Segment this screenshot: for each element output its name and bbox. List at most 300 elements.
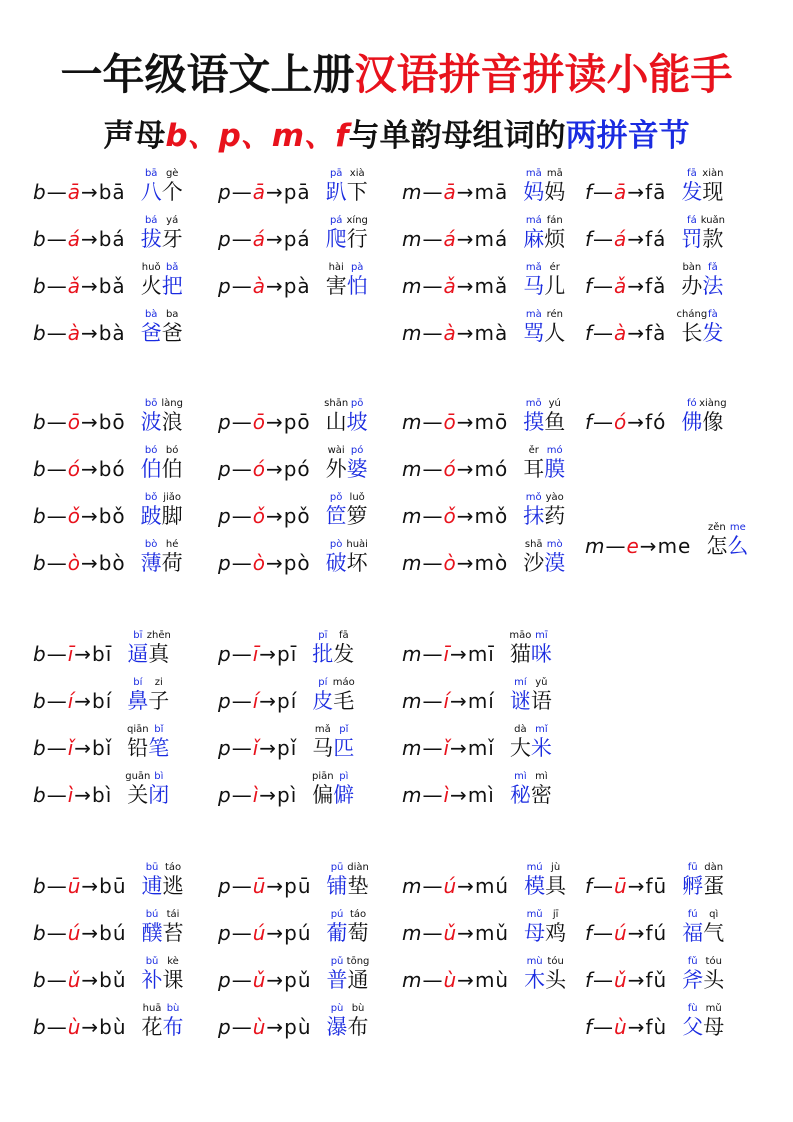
character-pinyin: mì bbox=[535, 771, 548, 782]
single-final-vowel: ò bbox=[67, 551, 81, 575]
combined-syllable: bā bbox=[98, 180, 126, 204]
initial-column-2 bbox=[218, 862, 402, 1050]
character-hanzi: 具 bbox=[545, 874, 567, 898]
spelling-formula bbox=[402, 642, 495, 666]
word-character bbox=[162, 398, 183, 434]
dash-symbol: — bbox=[231, 689, 253, 713]
syllable-entry bbox=[218, 956, 402, 992]
initial-column-1 bbox=[33, 398, 217, 586]
character-pinyin: pǒ bbox=[329, 492, 343, 503]
character-pinyin: pú bbox=[330, 909, 344, 920]
character-hanzi: 把 bbox=[161, 274, 183, 298]
example-word bbox=[682, 909, 724, 945]
character-hanzi: 人 bbox=[544, 321, 566, 345]
initial-consonant: p bbox=[218, 642, 232, 666]
character-hanzi: 办 bbox=[681, 274, 703, 298]
spelling-formula bbox=[33, 180, 126, 204]
single-final-vowel: ì bbox=[252, 783, 260, 807]
character-pinyin: fǎ bbox=[708, 262, 718, 273]
dash-symbol: — bbox=[46, 180, 68, 204]
word-character bbox=[544, 168, 565, 204]
syllable-entry bbox=[218, 630, 402, 666]
character-hanzi: 害 bbox=[325, 274, 347, 298]
highlighted-character bbox=[142, 956, 163, 992]
initial-consonant: m bbox=[402, 504, 423, 528]
character-hanzi: 密 bbox=[530, 783, 552, 807]
example-word bbox=[524, 909, 566, 945]
character-pinyin: qiān bbox=[127, 724, 149, 735]
arrow-symbol: → bbox=[259, 736, 278, 760]
single-final-vowel: í bbox=[252, 689, 260, 713]
character-pinyin: bǎ bbox=[165, 262, 179, 273]
word-character bbox=[326, 398, 347, 434]
word-character bbox=[163, 909, 184, 945]
character-hanzi: 气 bbox=[703, 921, 725, 945]
single-final-vowel: ù bbox=[252, 1015, 267, 1039]
highlighted-character bbox=[141, 215, 162, 251]
initial-consonant: m bbox=[402, 410, 423, 434]
combined-syllable: bō bbox=[98, 410, 126, 434]
single-final-vowel: á bbox=[443, 227, 457, 251]
example-word bbox=[312, 724, 354, 760]
syllable-entry bbox=[585, 309, 769, 345]
character-pinyin: táo bbox=[164, 862, 182, 873]
initial-consonant: f bbox=[585, 1015, 594, 1039]
character-hanzi: 批 bbox=[312, 642, 334, 666]
example-word bbox=[312, 677, 354, 713]
arrow-symbol: → bbox=[457, 874, 475, 898]
character-hanzi: 山 bbox=[325, 410, 347, 434]
highlighted-character bbox=[702, 262, 723, 298]
highlighted-character bbox=[702, 309, 723, 345]
combined-syllable: fǎ bbox=[645, 274, 667, 298]
combined-syllable: mō bbox=[474, 410, 509, 434]
arrow-symbol: → bbox=[80, 410, 99, 434]
spelling-formula bbox=[218, 689, 297, 713]
arrow-symbol: → bbox=[456, 410, 475, 434]
single-final-vowel: ú bbox=[443, 874, 458, 898]
character-hanzi: 布 bbox=[347, 1015, 369, 1039]
syllable-entry bbox=[585, 262, 769, 298]
combined-syllable: pǐ bbox=[277, 736, 298, 760]
word-character bbox=[544, 398, 565, 434]
combined-syllable: bǔ bbox=[99, 968, 127, 992]
syllable-entry bbox=[218, 262, 402, 298]
highlighted-character bbox=[544, 445, 565, 481]
dash-symbol: — bbox=[422, 642, 444, 666]
syllable-entry bbox=[33, 398, 217, 434]
character-hanzi: 长 bbox=[681, 321, 703, 345]
arrow-symbol: → bbox=[627, 321, 646, 345]
initial-consonant: p bbox=[218, 274, 232, 298]
example-word bbox=[142, 956, 184, 992]
single-final-vowel: ǎ bbox=[67, 274, 81, 298]
character-pinyin: gè bbox=[165, 168, 179, 179]
character-pinyin: pī bbox=[318, 630, 328, 641]
initial-consonant: p bbox=[218, 783, 232, 807]
character-pinyin: xíng bbox=[346, 215, 368, 226]
dash-symbol: — bbox=[422, 689, 444, 713]
syllable-entry bbox=[33, 862, 217, 898]
arrow-symbol: → bbox=[456, 551, 475, 575]
single-final-vowel: ǎ bbox=[443, 274, 457, 298]
spelling-formula bbox=[33, 874, 127, 898]
highlighted-character bbox=[142, 909, 163, 945]
combined-syllable: fà bbox=[645, 321, 667, 345]
character-hanzi: 母 bbox=[703, 1015, 725, 1039]
initial-consonant: p bbox=[218, 689, 232, 713]
syllable-entry bbox=[33, 677, 217, 713]
combined-syllable: bǒ bbox=[98, 504, 126, 528]
single-final-vowel: ú bbox=[252, 921, 267, 945]
example-word bbox=[142, 1003, 184, 1039]
character-hanzi: 破 bbox=[325, 551, 347, 575]
dash-symbol: — bbox=[422, 736, 444, 760]
word-character bbox=[544, 262, 565, 298]
example-word bbox=[127, 771, 169, 807]
combined-syllable: mǎ bbox=[474, 274, 509, 298]
single-final-vowel: ó bbox=[252, 457, 266, 481]
character-pinyin: bà bbox=[144, 309, 158, 320]
spelling-formula bbox=[585, 321, 666, 345]
character-hanzi: 闭 bbox=[148, 783, 170, 807]
single-final-vowel: á bbox=[252, 227, 266, 251]
dash-symbol: — bbox=[593, 274, 615, 298]
syllable-entry bbox=[33, 539, 217, 575]
dash-symbol: — bbox=[422, 227, 444, 251]
character-pinyin: pō bbox=[350, 398, 364, 409]
example-word bbox=[523, 168, 565, 204]
single-final-vowel: ǒ bbox=[443, 504, 457, 528]
arrow-symbol: → bbox=[627, 180, 646, 204]
word-character bbox=[523, 445, 544, 481]
highlighted-character bbox=[347, 445, 368, 481]
syllable-entry bbox=[585, 956, 769, 992]
spelling-formula bbox=[402, 874, 509, 898]
character-hanzi: 膜 bbox=[544, 457, 566, 481]
subtitle-part-middle: 与单韵母组词的 bbox=[348, 118, 566, 154]
character-hanzi: 逼 bbox=[127, 642, 149, 666]
character-hanzi: 逃 bbox=[162, 874, 184, 898]
example-word bbox=[681, 262, 723, 298]
combined-syllable: pà bbox=[283, 274, 311, 298]
arrow-symbol: → bbox=[266, 921, 285, 945]
dash-symbol: — bbox=[231, 874, 253, 898]
character-hanzi: 皮 bbox=[312, 689, 334, 713]
character-pinyin: tōng bbox=[346, 956, 370, 967]
character-hanzi: 谜 bbox=[509, 689, 531, 713]
initial-consonant: m bbox=[402, 736, 423, 760]
character-hanzi: 妈 bbox=[523, 180, 545, 204]
word-character bbox=[703, 956, 724, 992]
word-character bbox=[312, 771, 333, 807]
combined-syllable: mí bbox=[467, 689, 495, 713]
initial-consonant: m bbox=[402, 874, 423, 898]
word-character bbox=[510, 724, 531, 760]
example-word bbox=[141, 168, 183, 204]
single-final-vowel: ū bbox=[614, 874, 628, 898]
syllable-entry bbox=[33, 909, 217, 945]
character-pinyin: bàn bbox=[682, 262, 702, 273]
character-hanzi: 波 bbox=[140, 410, 162, 434]
combined-syllable: pú bbox=[284, 921, 312, 945]
character-pinyin: jiǎo bbox=[163, 492, 182, 503]
character-hanzi: 偏 bbox=[312, 783, 334, 807]
word-character bbox=[347, 168, 368, 204]
example-word bbox=[676, 309, 724, 345]
word-character bbox=[148, 677, 169, 713]
word-character bbox=[544, 215, 565, 251]
combined-syllable: pū bbox=[284, 874, 312, 898]
highlighted-character bbox=[141, 539, 162, 575]
dash-symbol: — bbox=[422, 921, 444, 945]
character-pinyin: mǎ bbox=[525, 262, 542, 273]
title-red-part: 汉语拼音拼读小能手 bbox=[354, 50, 733, 99]
character-pinyin: luǒ bbox=[349, 492, 365, 503]
character-hanzi: 牙 bbox=[161, 227, 183, 251]
character-pinyin: mì bbox=[514, 771, 527, 782]
example-word bbox=[127, 724, 169, 760]
character-pinyin: mō bbox=[525, 398, 542, 409]
example-word bbox=[141, 309, 183, 345]
single-final-vowel: ū bbox=[252, 874, 267, 898]
spelling-formula bbox=[33, 274, 126, 298]
combined-syllable: mā bbox=[474, 180, 509, 204]
combined-syllable: bì bbox=[92, 783, 113, 807]
character-hanzi: 头 bbox=[703, 968, 725, 992]
character-hanzi: 木 bbox=[524, 968, 546, 992]
spelling-formula bbox=[402, 783, 495, 807]
arrow-symbol: → bbox=[456, 274, 475, 298]
spelling-formula bbox=[402, 736, 495, 760]
character-pinyin: mò bbox=[546, 539, 563, 550]
word-character bbox=[142, 1003, 163, 1039]
page-title bbox=[0, 50, 793, 100]
arrow-symbol: → bbox=[259, 783, 278, 807]
highlighted-character bbox=[333, 724, 354, 760]
single-final-vowel: ǎ bbox=[614, 274, 628, 298]
word-character bbox=[125, 771, 151, 807]
arrow-symbol: → bbox=[80, 457, 99, 481]
combined-syllable: bù bbox=[99, 1015, 127, 1039]
character-hanzi: 铅 bbox=[127, 736, 149, 760]
dash-symbol: — bbox=[593, 321, 615, 345]
single-final-vowel: ǒ bbox=[252, 504, 266, 528]
word-character bbox=[510, 630, 531, 666]
arrow-symbol: → bbox=[259, 689, 278, 713]
initial-consonant: b bbox=[33, 321, 47, 345]
combined-syllable: bà bbox=[98, 321, 126, 345]
character-hanzi: 耳 bbox=[523, 457, 545, 481]
highlighted-character bbox=[148, 771, 169, 807]
character-hanzi: 蛋 bbox=[703, 874, 725, 898]
single-final-vowel: ó bbox=[614, 410, 628, 434]
combined-syllable: bú bbox=[99, 921, 127, 945]
highlighted-character bbox=[141, 492, 162, 528]
single-final-vowel: ǐ bbox=[252, 736, 260, 760]
combined-syllable: pì bbox=[277, 783, 298, 807]
word-character bbox=[333, 677, 354, 713]
character-hanzi: 花 bbox=[141, 1015, 163, 1039]
word-character bbox=[531, 771, 552, 807]
character-hanzi: 猫 bbox=[509, 642, 531, 666]
initial-consonant: f bbox=[585, 921, 594, 945]
dash-symbol: — bbox=[231, 736, 253, 760]
word-character bbox=[544, 309, 565, 345]
character-hanzi: 荷 bbox=[161, 551, 183, 575]
spelling-formula bbox=[585, 534, 691, 558]
initial-column-4 bbox=[585, 168, 769, 356]
character-hanzi: 咪 bbox=[530, 642, 552, 666]
syllable-entry bbox=[218, 398, 402, 434]
highlighted-character bbox=[544, 539, 565, 575]
character-pinyin: bǔ bbox=[145, 956, 159, 967]
combined-syllable: bó bbox=[98, 457, 126, 481]
character-hanzi: 脚 bbox=[161, 504, 183, 528]
character-hanzi: 儿 bbox=[544, 274, 566, 298]
character-pinyin: fā bbox=[338, 630, 349, 641]
character-pinyin: bī bbox=[133, 630, 143, 641]
dash-symbol: — bbox=[422, 874, 444, 898]
single-final-vowel: ù bbox=[67, 1015, 82, 1039]
dash-symbol: — bbox=[422, 551, 444, 575]
dash-symbol: — bbox=[46, 274, 68, 298]
highlighted-character bbox=[163, 1003, 184, 1039]
word-character bbox=[523, 539, 544, 575]
arrow-symbol: → bbox=[627, 274, 646, 298]
syllable-entry bbox=[585, 398, 769, 434]
example-word bbox=[141, 539, 183, 575]
single-final-vowel: á bbox=[614, 227, 628, 251]
character-hanzi: 拔 bbox=[140, 227, 162, 251]
example-word bbox=[682, 956, 724, 992]
initial-column-3 bbox=[402, 862, 586, 1003]
dash-symbol: — bbox=[593, 410, 615, 434]
arrow-symbol: → bbox=[266, 1015, 285, 1039]
character-hanzi: 苔 bbox=[162, 921, 184, 945]
combined-syllable: fū bbox=[645, 874, 668, 898]
spelling-formula bbox=[218, 783, 297, 807]
syllable-entry bbox=[33, 630, 217, 666]
character-pinyin: ér bbox=[549, 262, 560, 273]
character-pinyin: pà bbox=[350, 262, 364, 273]
combined-syllable: pǒ bbox=[283, 504, 311, 528]
character-hanzi: 鸡 bbox=[545, 921, 567, 945]
character-hanzi: 爬 bbox=[325, 227, 347, 251]
example-word bbox=[510, 630, 552, 666]
word-character bbox=[347, 539, 368, 575]
character-hanzi: 僻 bbox=[333, 783, 355, 807]
syllable-entry bbox=[218, 215, 402, 251]
word-character bbox=[312, 724, 333, 760]
character-pinyin: bò bbox=[144, 539, 158, 550]
spelling-formula bbox=[218, 921, 312, 945]
arrow-symbol: → bbox=[457, 921, 475, 945]
character-hanzi: 鼻 bbox=[127, 689, 149, 713]
highlighted-character bbox=[682, 956, 703, 992]
highlighted-character bbox=[312, 630, 333, 666]
highlighted-character bbox=[326, 492, 347, 528]
dash-symbol: — bbox=[231, 180, 253, 204]
initial-column-2 bbox=[218, 630, 402, 818]
character-pinyin: māo bbox=[509, 630, 532, 641]
character-pinyin: guān bbox=[125, 771, 151, 782]
spelling-formula bbox=[218, 504, 311, 528]
arrow-symbol: → bbox=[81, 1015, 100, 1039]
highlighted-character bbox=[682, 862, 703, 898]
character-pinyin: pá bbox=[329, 215, 343, 226]
highlighted-character bbox=[327, 909, 348, 945]
combined-syllable: pù bbox=[284, 1015, 312, 1039]
example-word bbox=[681, 215, 726, 251]
character-hanzi: 发 bbox=[681, 180, 703, 204]
syllable-entry bbox=[33, 168, 217, 204]
character-hanzi: 母 bbox=[524, 921, 546, 945]
highlighted-character bbox=[524, 862, 545, 898]
single-final-vowel: ǐ bbox=[67, 736, 75, 760]
spelling-formula bbox=[33, 410, 126, 434]
highlighted-character bbox=[141, 168, 162, 204]
word-character bbox=[141, 262, 162, 298]
character-hanzi: 坡 bbox=[346, 410, 368, 434]
highlighted-character bbox=[333, 771, 354, 807]
syllable-entry bbox=[33, 492, 217, 528]
word-character bbox=[703, 1003, 724, 1039]
highlighted-character bbox=[682, 909, 703, 945]
arrow-symbol: → bbox=[627, 874, 646, 898]
dash-symbol: — bbox=[46, 874, 68, 898]
character-pinyin: fó bbox=[687, 398, 697, 409]
combined-syllable: mī bbox=[467, 642, 495, 666]
character-hanzi: 笔 bbox=[148, 736, 170, 760]
character-hanzi: 福 bbox=[682, 921, 704, 945]
initial-consonant: p bbox=[218, 551, 232, 575]
character-pinyin: xià bbox=[349, 168, 365, 179]
highlighted-character bbox=[531, 630, 552, 666]
dash-symbol: — bbox=[46, 968, 68, 992]
spelling-formula bbox=[585, 410, 666, 434]
example-word bbox=[327, 1003, 369, 1039]
initial-consonant: m bbox=[402, 457, 423, 481]
character-hanzi: 逋 bbox=[141, 874, 163, 898]
initial-consonant: b bbox=[33, 874, 47, 898]
spelling-formula bbox=[218, 736, 297, 760]
single-final-vowel: ā bbox=[443, 180, 457, 204]
dash-symbol: — bbox=[422, 274, 444, 298]
initial-consonant: p bbox=[218, 227, 232, 251]
character-hanzi: 行 bbox=[346, 227, 368, 251]
combined-syllable: bò bbox=[98, 551, 126, 575]
word-character bbox=[531, 677, 552, 713]
example-word bbox=[326, 168, 368, 204]
combined-syllable: mǐ bbox=[467, 736, 495, 760]
character-hanzi: 通 bbox=[347, 968, 369, 992]
syllable-entry bbox=[402, 262, 586, 298]
initial-consonant: b bbox=[33, 180, 47, 204]
dash-symbol: — bbox=[593, 874, 615, 898]
character-hanzi: 笸 bbox=[325, 504, 347, 528]
character-pinyin: mī bbox=[535, 630, 548, 641]
spelling-formula bbox=[402, 921, 509, 945]
example-word bbox=[523, 262, 565, 298]
character-hanzi: 父 bbox=[682, 1015, 704, 1039]
character-pinyin: pó bbox=[350, 445, 364, 456]
syllable-entry bbox=[402, 492, 586, 528]
arrow-symbol: → bbox=[265, 504, 284, 528]
syllable-entry bbox=[218, 492, 402, 528]
example-word bbox=[510, 724, 552, 760]
combined-syllable: bū bbox=[99, 874, 127, 898]
